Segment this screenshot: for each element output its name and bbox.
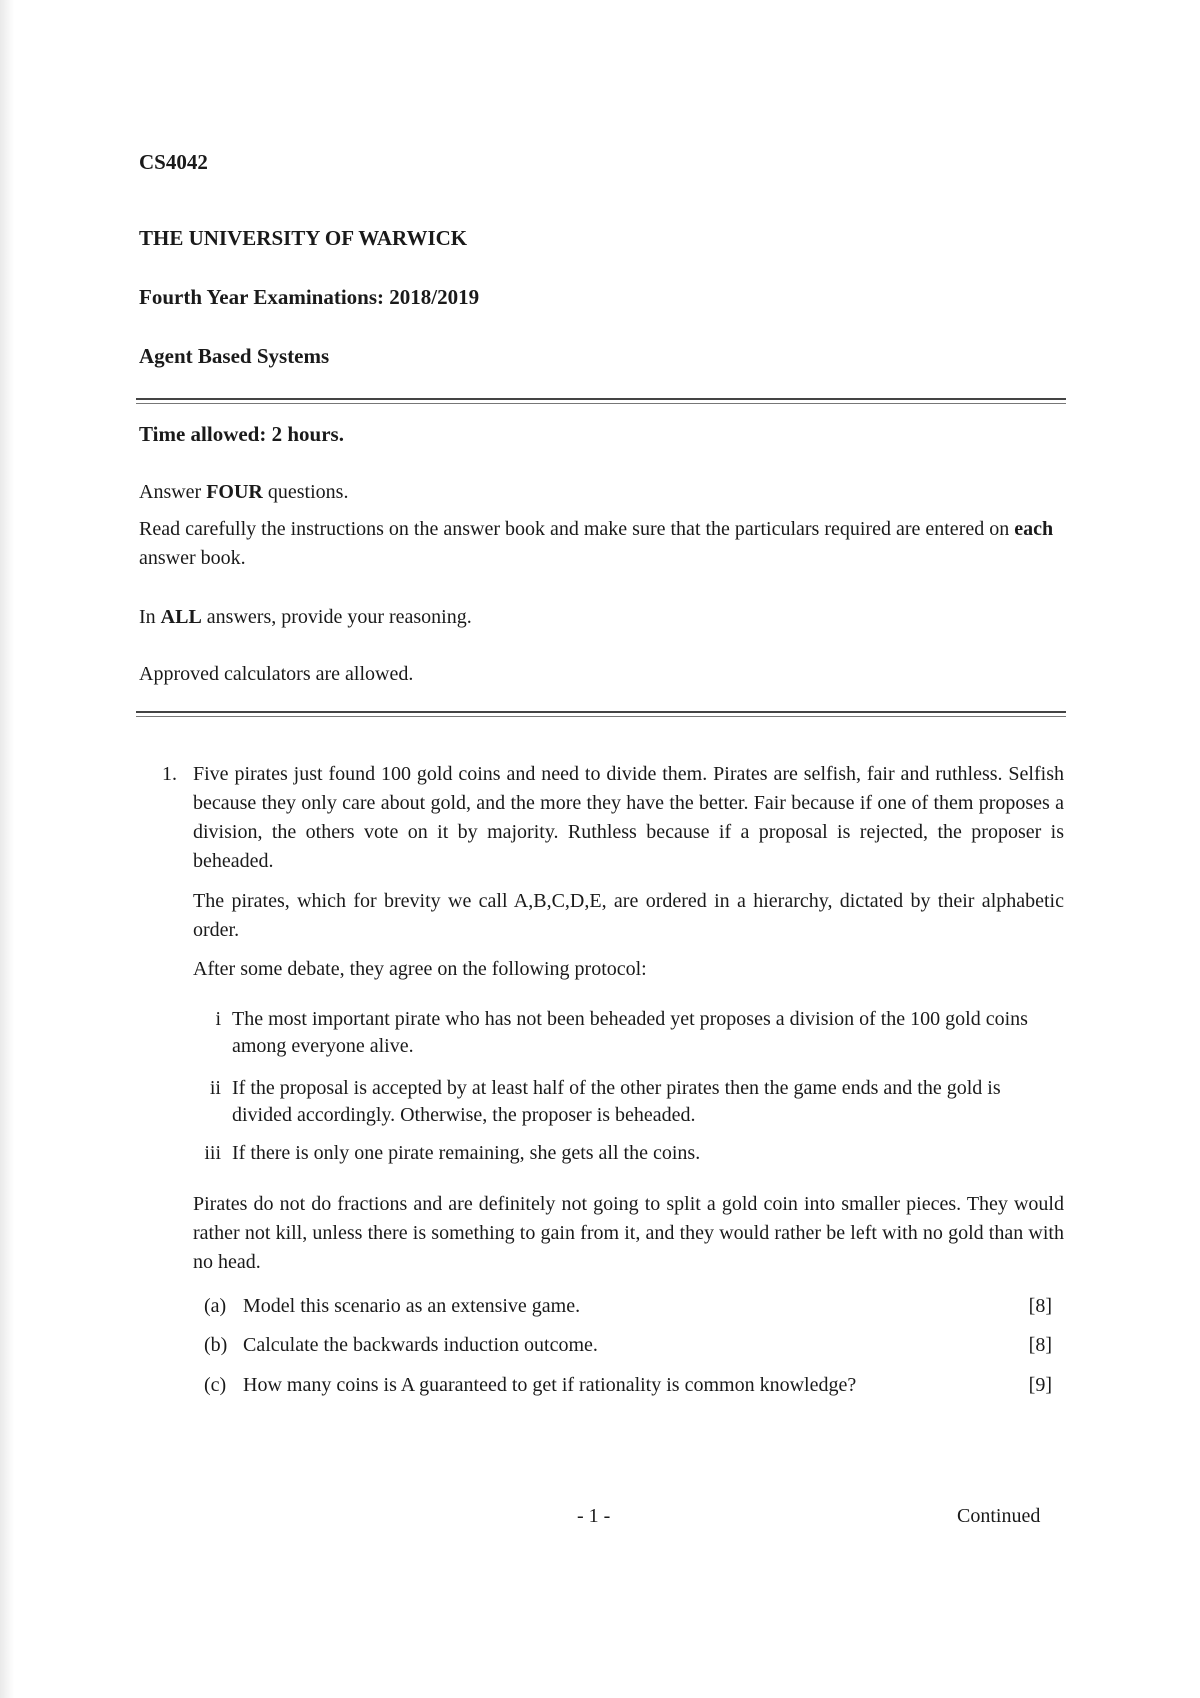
scan-edge — [0, 0, 14, 1698]
part-marks: [9] — [1028, 1374, 1052, 1396]
instruction-reasoning: In ALL answers, provide your reasoning. — [139, 606, 472, 628]
part-label: (b) — [204, 1334, 228, 1356]
university-name: THE UNIVERSITY OF WARWICK — [139, 226, 468, 250]
examination-title: Fourth Year Examinations: 2018/2019 — [139, 285, 480, 309]
double-rule-top — [136, 398, 1066, 404]
part-label: (a) — [204, 1295, 227, 1317]
instruction-answer: Answer FOUR questions. — [139, 481, 349, 503]
rule-number: iii — [204, 1142, 221, 1164]
rule-number: ii — [209, 1077, 221, 1099]
part-marks: [8] — [1028, 1295, 1052, 1317]
part-text: How many coins is A guaranteed to get if rationality is common knowledge? — [243, 1374, 857, 1396]
question-number: 1. — [162, 763, 177, 785]
double-rule-bottom — [136, 711, 1066, 717]
continued-label: Continued — [957, 1505, 1041, 1527]
instruction-read: Read carefully the instructions on the answer book and make sure that the particulars required are entered on each answer book. — [139, 518, 1054, 569]
rule-text: If there is only one pirate remaining, she gets all the coins. — [232, 1142, 701, 1164]
part-marks: [8] — [1028, 1334, 1052, 1356]
rule-number: i — [215, 1008, 221, 1030]
question-intro: Five pirates just found 100 gold coins and need to divide them. Pirates are selfish, fair and ruthless. Selfish because they only care about gold, and the more they have the better. Fair because if one of them proposes a division, the others vote on it by majority. Ruthless because if a proposal is rejected, the proposer is beheaded. — [193, 763, 1064, 872]
question-hierarchy: The pirates, which for brevity we call A,B,C,D,E, are ordered in a hierarchy, dictated by their alphabetic order. — [193, 890, 1064, 941]
protocol-intro: After some debate, they agree on the following protocol: — [193, 958, 647, 980]
course-code: CS4042 — [139, 150, 208, 174]
part-label: (c) — [204, 1374, 227, 1396]
part-text: Calculate the backwards induction outcome. — [243, 1334, 598, 1356]
page-number: - 1 - — [577, 1505, 611, 1527]
time-allowed: Time allowed: 2 hours. — [139, 422, 344, 446]
rule-text: If the proposal is accepted by at least half of the other pirates then the game ends and the gold is divided accordingly. Otherwise, the proposer is beheaded. — [232, 1077, 1001, 1126]
course-title: Agent Based Systems — [139, 344, 330, 368]
rule-text: The most important pirate who has not been beheaded yet proposes a division of the 100 gold coins among everyone alive. — [232, 1008, 1028, 1057]
instruction-calculators: Approved calculators are allowed. — [139, 663, 414, 685]
fractions-paragraph: Pirates do not do fractions and are definitely not going to split a gold coin into smaller pieces. They would rather not kill, unless there is something to gain from it, and they would rather be left with no gold than with no head. — [193, 1193, 1064, 1273]
part-text: Model this scenario as an extensive game. — [243, 1295, 581, 1317]
